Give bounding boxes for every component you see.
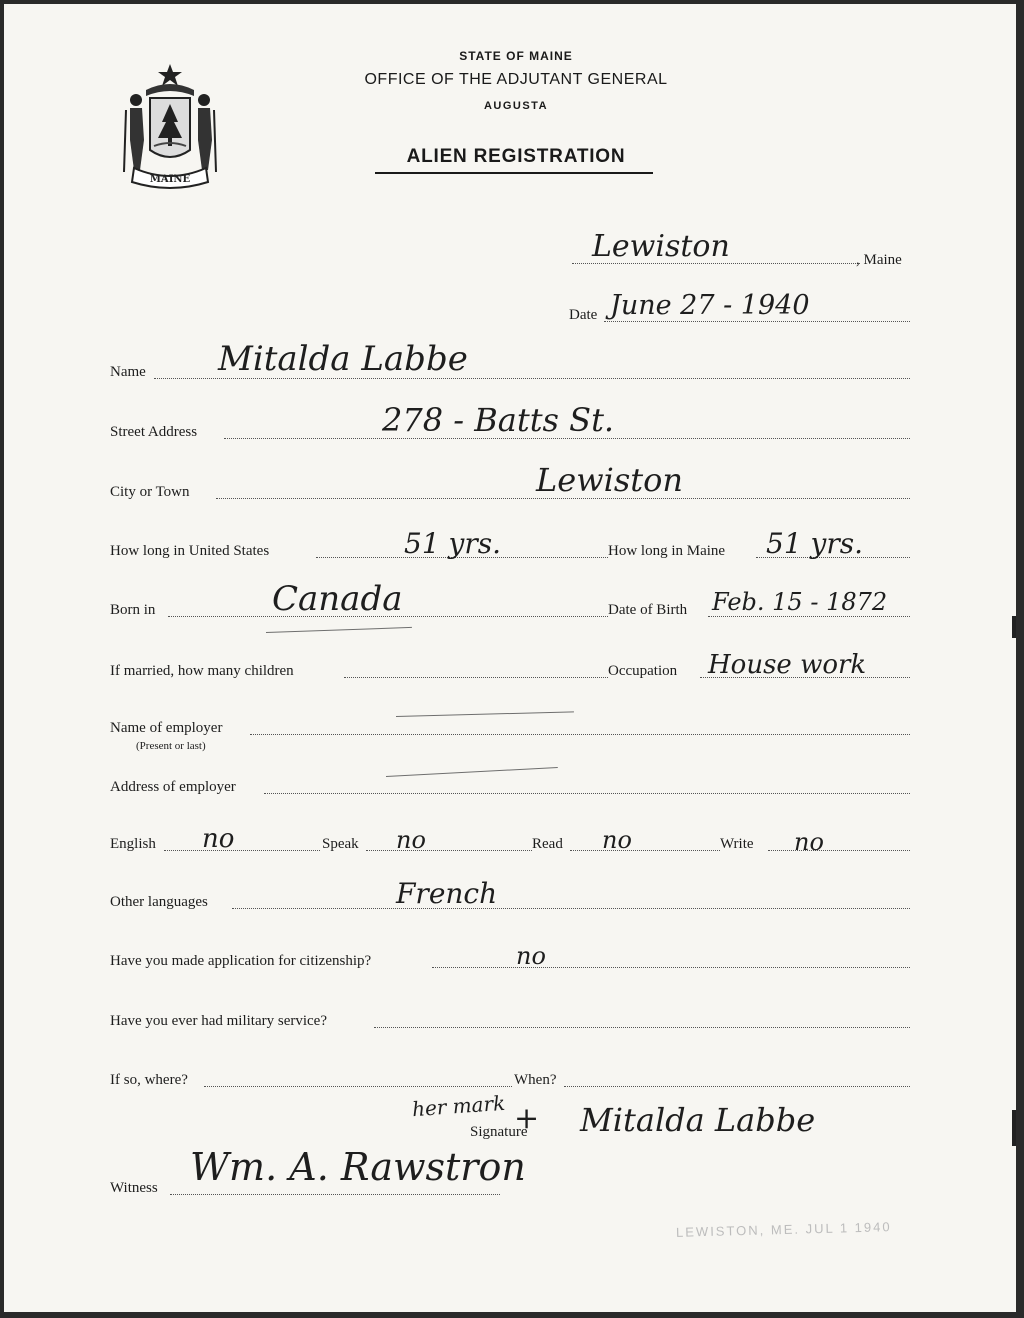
edge-mark <box>1012 1110 1016 1146</box>
date-of-birth-label: Date of Birth <box>608 602 688 618</box>
witness-label: Witness <box>110 1180 158 1196</box>
seal-text: MAINE <box>149 174 191 185</box>
read-label: Read <box>532 836 563 852</box>
signature-value: Mitalda Labbe <box>580 1101 816 1139</box>
city-heading: AUGUSTA <box>483 100 549 112</box>
state-heading: STATE OF MAINE <box>459 49 573 63</box>
born-in-label: Born in <box>110 602 156 618</box>
employer-name-pen-stroke <box>396 711 574 717</box>
signature-mark: her mark <box>411 1090 506 1122</box>
born-in-value: Canada <box>272 579 403 619</box>
how-long-us-value: 51 yrs. <box>404 527 502 560</box>
street-address-value: 278 - Batts St. <box>382 401 615 439</box>
other-languages-label: Other languages <box>110 894 208 910</box>
employer-name-label: Name of employer <box>110 720 223 736</box>
place-suffix: , Maine <box>856 252 902 268</box>
children-label: If married, how many children <box>110 663 294 679</box>
title-underline <box>375 172 653 174</box>
how-long-maine-value: 51 yrs. <box>766 527 864 560</box>
where-line <box>204 1086 512 1087</box>
signature-label: Signature <box>470 1124 528 1140</box>
english-line <box>164 850 320 851</box>
write-label: Write <box>720 836 754 852</box>
name-value: Mitalda Labbe <box>218 339 468 379</box>
other-languages-line <box>232 908 910 909</box>
witness-line <box>170 1194 500 1195</box>
english-value: no <box>202 824 235 854</box>
write-line <box>768 850 910 851</box>
occupation-value: House work <box>708 650 867 680</box>
other-languages-value: French <box>396 877 498 910</box>
date-of-birth-line <box>708 616 910 617</box>
place-value: Lewiston <box>592 229 730 264</box>
signature-cross-icon: + <box>514 1101 540 1136</box>
how-long-us-label: How long in United States <box>110 543 270 559</box>
children-line <box>344 677 608 678</box>
form-page <box>4 4 1016 1312</box>
where-label: If so, where? <box>110 1072 188 1088</box>
date-label: Date <box>569 307 598 323</box>
when-line <box>564 1086 910 1087</box>
occupation-label: Occupation <box>608 663 678 679</box>
speak-value: no <box>396 826 426 854</box>
speak-line <box>366 850 532 851</box>
citizenship-line <box>432 967 910 968</box>
english-label: English <box>110 836 156 852</box>
citizenship-label: Have you made application for citizenship? <box>110 953 372 969</box>
read-line <box>570 850 720 851</box>
city-town-label: City or Town <box>110 484 190 500</box>
witness-value: Wm. A. Rawstron <box>190 1145 526 1189</box>
military-line <box>374 1027 910 1028</box>
name-label: Name <box>110 364 146 380</box>
write-value: no <box>794 828 824 856</box>
employer-address-label: Address of employer <box>110 779 236 795</box>
employer-address-pen-stroke <box>386 767 558 777</box>
city-town-value: Lewiston <box>536 461 683 499</box>
form-title: ALIEN REGISTRATION <box>406 146 626 167</box>
read-value: no <box>602 826 632 854</box>
employer-address-line <box>264 793 910 794</box>
edge-mark <box>1012 616 1016 638</box>
street-address-label: Street Address <box>110 424 198 440</box>
office-heading: OFFICE OF THE ADJUTANT GENERAL <box>364 71 668 88</box>
date-of-birth-value: Feb. 15 - 1872 <box>712 588 888 616</box>
date-line <box>604 321 910 322</box>
when-label: When? <box>514 1072 557 1088</box>
received-stamp: LEWISTON, ME. JUL 1 1940 <box>675 1219 892 1240</box>
citizenship-value: no <box>516 942 546 970</box>
employer-name-line <box>250 734 910 735</box>
employer-name-sublabel: (Present or last) <box>136 740 206 752</box>
military-label: Have you ever had military service? <box>110 1013 327 1029</box>
speak-label: Speak <box>322 836 359 852</box>
how-long-maine-label: How long in Maine <box>608 543 726 559</box>
date-value: June 27 - 1940 <box>610 290 810 321</box>
born-in-pen-stroke <box>266 627 412 633</box>
